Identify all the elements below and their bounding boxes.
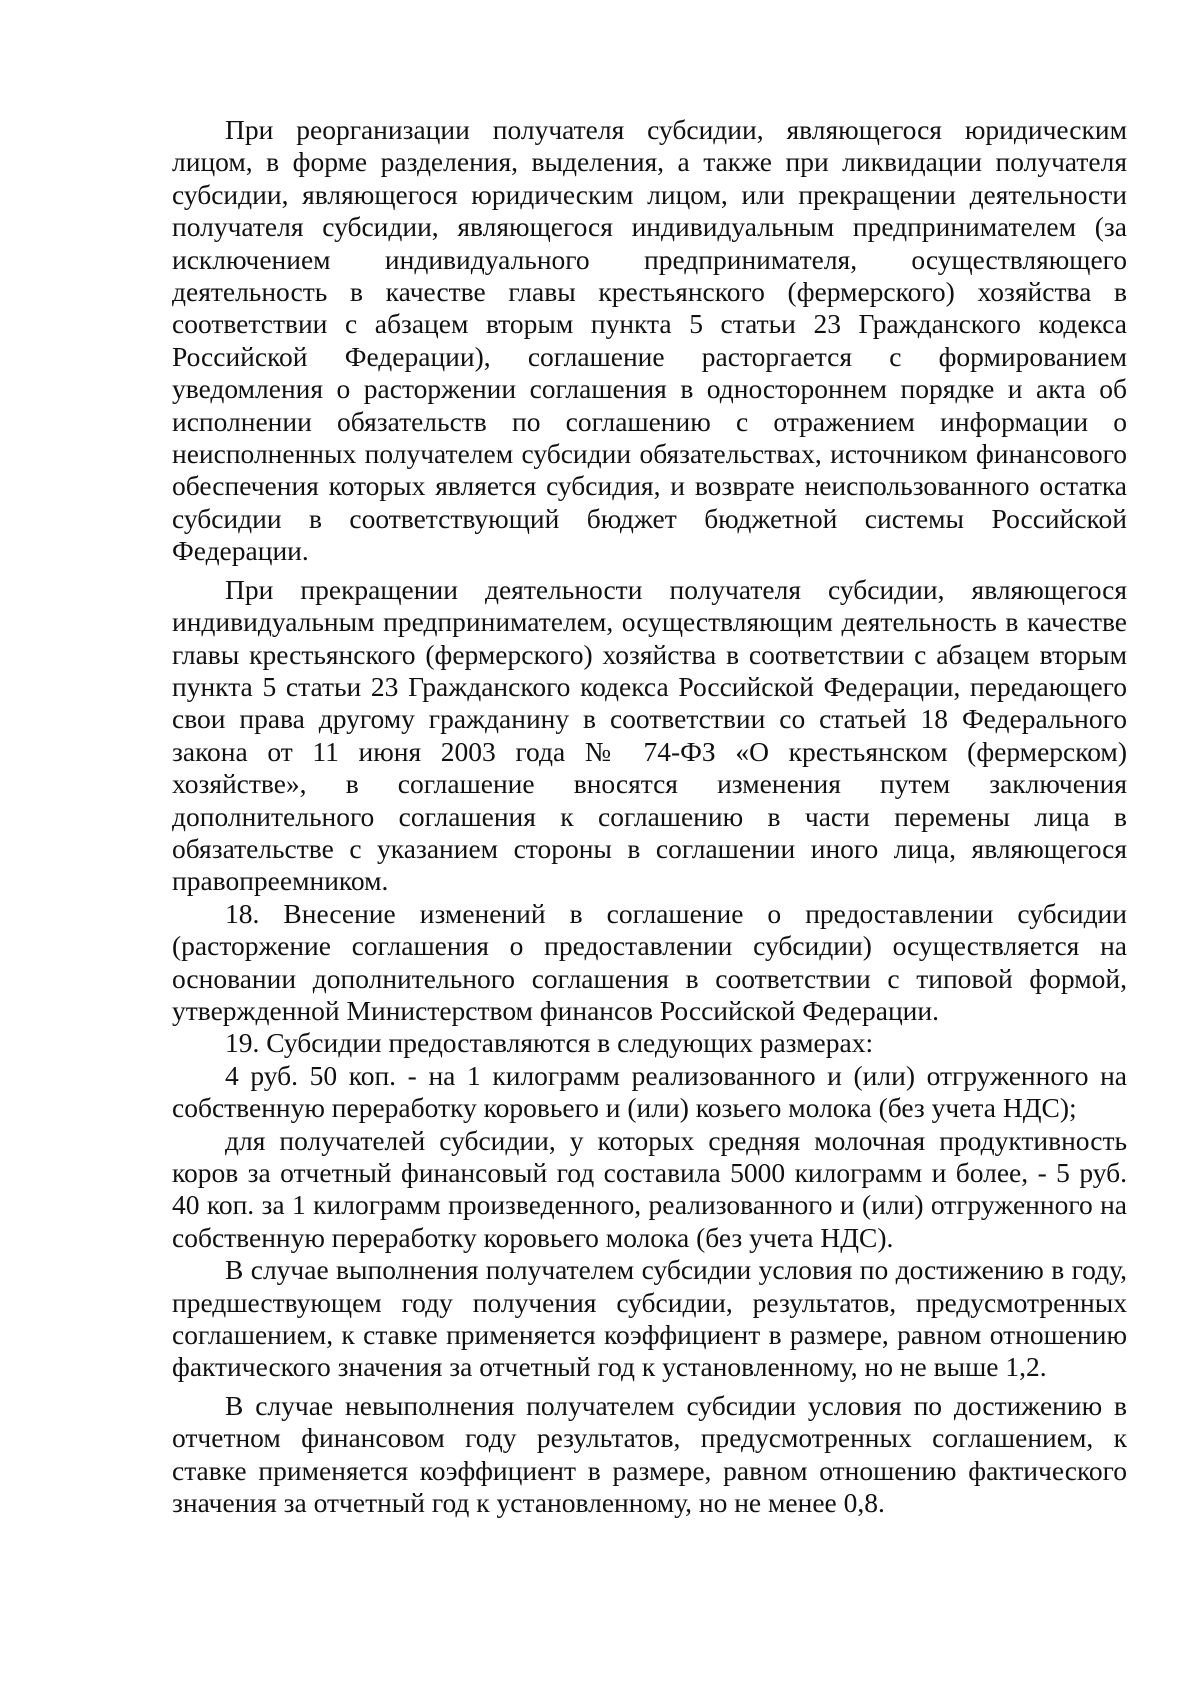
paragraph-termination-farmer: При прекращении деятельности получателя субсидии, являющегося индивидуальным предпринимателем, осуществляющим деятельность в качестве главы крестьянского (фермерского) хозяйства в соответствии с абзацем вторым пункта 5 статьи 23 Гражданского кодекса Российской Федерации, передающего свои права другому гражданину в соответствии со статьей 18 Федерального закона от 11 июня 2003 года № 74-ФЗ «О крестьянском (фермерском) хозяйстве», в соглашение вносятся изменения путем заключения дополнительного соглашения к соглашению в части перемены лица в обязательстве с указанием стороны в соглашении иного лица, являющегося правопреемником. [172,573,1127,897]
paragraph-18-amendments: 18. Внесение изменений в соглашение о предоставлении субсидии (расторжение соглашения о предоставлении субсидии) осуществляется на основании дополнительного соглашения в соответствии с типовой формой, утвержденной Министерством финансов Российской Федерации. [172,897,1127,1026]
paragraph-rate-5-40: для получателей субсидии, у которых средняя молочная продуктивность коров за отчетный финансовый год составила 5000 килограмм и более, - 5 руб. 40 коп. за 1 килограмм произведенного, реализованного и (или) отгруженного на собственную переработку коровьего молока (без учета НДС). [172,1124,1127,1253]
paragraph-19-heading: 19. Субсидии предоставляются в следующих размерах: [225,1027,874,1059]
document-body [172,114,1127,1519]
paragraph-rate-4-50: 4 руб. 50 коп. - на 1 килограмм реализованного и (или) отгруженного на собственную переработку коровьего и (или) козьего молока (без учета НДС); [172,1059,1127,1124]
paragraph-coefficient-unfulfilled: В случае невыполнения получателем субсидии условия по достижению в отчетном финансовом году результатов, предусмотренных соглашением, к ставке применяется коэффициент в размере, равном отношению фактического значения за отчетный год к установленному, но не менее 0,8. [172,1389,1127,1519]
paragraph-coefficient-fulfilled: В случае выполнения получателем субсидии условия по достижению в году, предшествующем году получения субсидии, результатов, предусмотренных соглашением, к ставке применяется коэффициент в размере, равном отношению фактического значения за отчетный год к установленному, но не выше 1,2. [172,1254,1127,1383]
paragraph-reorganization: При реорганизации получателя субсидии, являющегося юридическим лицом, в форме разделения, выделения, а также при ликвидации получателя субсидии, являющегося юридическим лицом, или прекращении деятельности получателя субсидии, являющегося индивидуальным предпринимателем (за исключением индивидуального предпринимателя, осуществляющего деятельность в качестве главы крестьянского (фермерского) хозяйства в соответствии с абзацем вторым пункта 5 статьи 23 Гражданского кодекса Российской Федерации), соглашение расторгается с формированием уведомления о расторжении соглашения в одностороннем порядке и акта об исполнении обязательств по соглашению с отражением информации о неисполненных получателем субсидии обязательствах, источником финансового обеспечения которых является субсидия, и возврате неиспользованного остатка субсидии в соответствующий бюджет бюджетной системы Российской Федерации. [172,114,1127,567]
